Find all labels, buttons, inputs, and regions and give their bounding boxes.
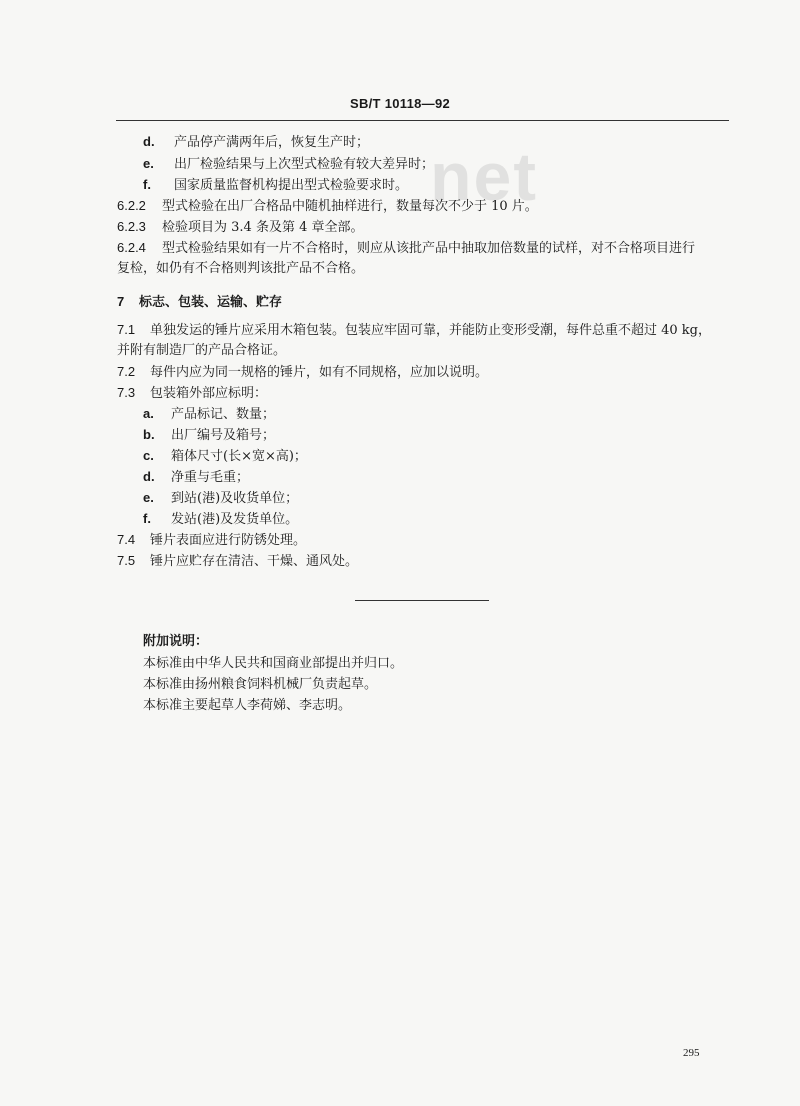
clause-7-5: 7.5 锤片应贮存在清洁、干燥、通风处。 (117, 553, 359, 569)
notes-line: 本标准由扬州粮食饲料机械厂负责起草。 (143, 677, 378, 692)
list-item: c. 箱体尺寸(长×宽×高)； (143, 448, 307, 464)
list-item: d. 净重与毛重； (143, 469, 250, 485)
clause-7-1-continuation: 并附有制造厂的产品合格证。 (117, 343, 287, 358)
header-rule (116, 120, 729, 121)
list-item: a. 产品标记、数量； (143, 406, 276, 422)
list-item: d. 产品停产满两年后，恢复生产时； (143, 134, 370, 150)
watermark: net (430, 139, 538, 215)
list-item: e. 出厂检验结果与上次型式检验有较大差异时； (143, 156, 435, 172)
page-number: 295 (683, 1047, 700, 1059)
clause-7-2: 7.2 每件内应为同一规格的锤片，如有不同规格，应加以说明。 (117, 364, 489, 380)
notes-title: 附加说明： (143, 634, 209, 649)
list-item: f. 发站(港)及发货单位。 (143, 511, 299, 527)
clause-6-2-3: 6.2.3 检验项目为 3.4 条及第 4 章全部。 (117, 219, 364, 235)
clause-7-4: 7.4 锤片表面应进行防锈处理。 (117, 532, 307, 548)
list-item: e. 到站(港)及收货单位； (143, 490, 299, 506)
clause-6-2-4-continuation: 复检，如仍有不合格则判该批产品不合格。 (117, 261, 365, 276)
list-item: f. 国家质量监督机构提出型式检验要求时。 (143, 177, 409, 193)
section-7-heading: 7 标志、包装、运输、贮存 (117, 294, 283, 310)
standard-code-header: SB/T 10118—92 (349, 96, 451, 111)
clause-6-2-2: 6.2.2 型式检验在出厂合格品中随机抽样进行，数量每次不少于 10 片。 (117, 198, 538, 214)
clause-7-3: 7.3 包装箱外部应标明： (117, 385, 268, 401)
end-divider (355, 600, 489, 601)
list-item: b. 出厂编号及箱号； (143, 427, 276, 443)
clause-7-1: 7.1 单独发运的锤片应采用木箱包装。包装应牢固可靠，并能防止变形受潮，每件总重不超过 40 kg， (117, 322, 712, 338)
notes-line: 本标准由中华人民共和国商业部提出并归口。 (143, 656, 404, 671)
notes-line: 本标准主要起草人李荷娣、李志明。 (143, 698, 352, 713)
clause-6-2-4: 6.2.4 型式检验结果如有一片不合格时，则应从该批产品中抽取加倍数量的试样，对不合格项目进行 (117, 240, 696, 256)
